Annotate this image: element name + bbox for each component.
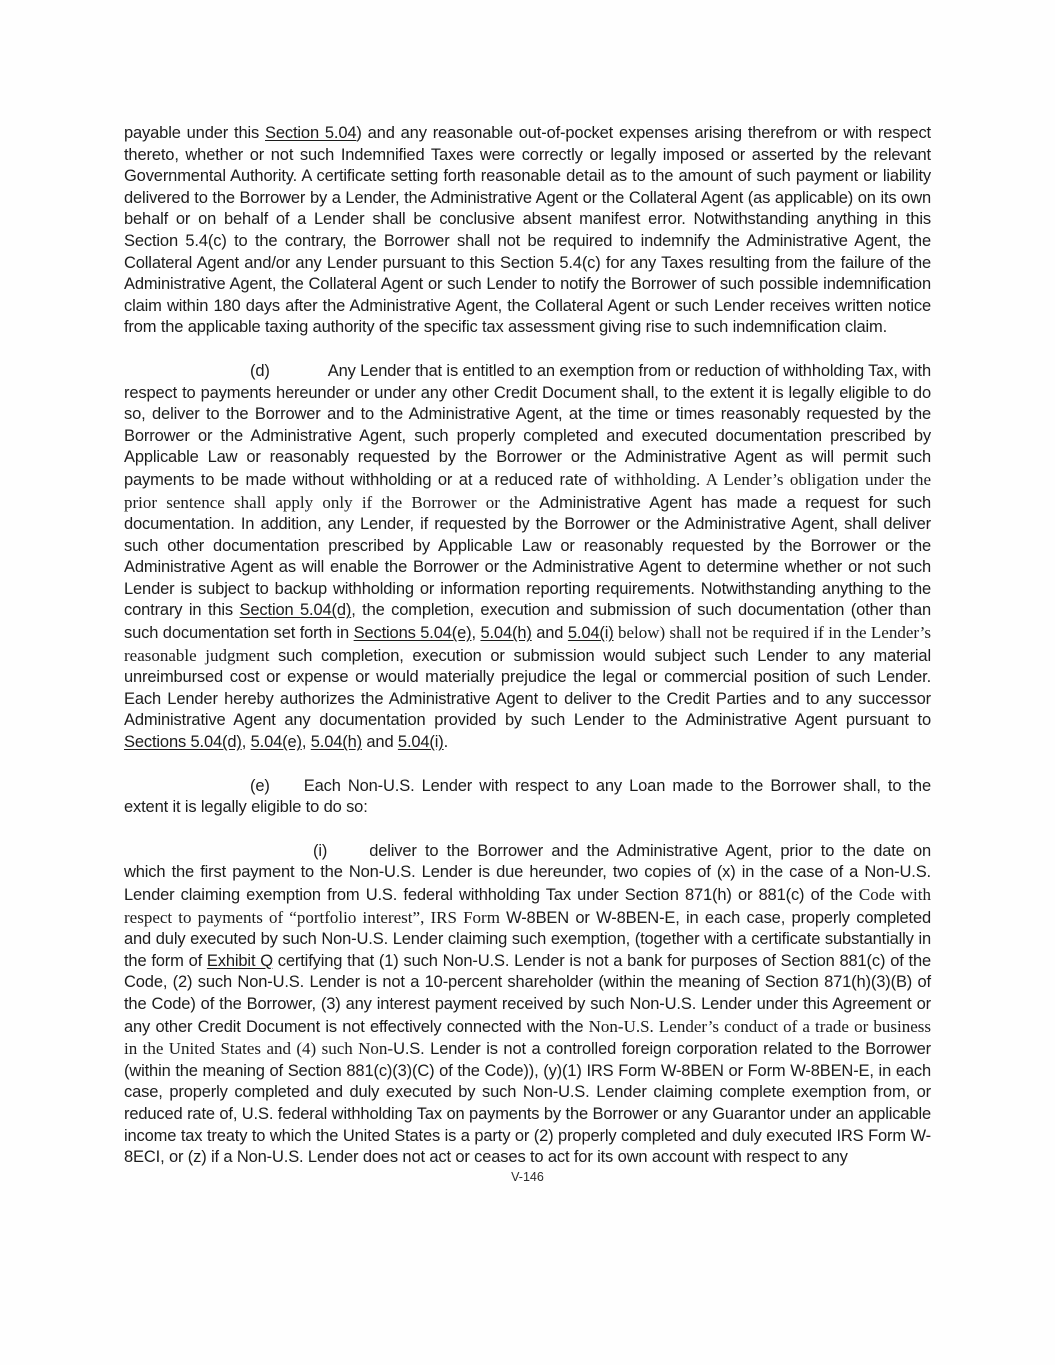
para-d bbox=[124, 361, 931, 754]
ref-section-5-04: Section 5.04 bbox=[265, 124, 357, 142]
text-run: Code with respect to payments of “portfolio interest”, IRS Form bbox=[124, 885, 931, 927]
text-run: Any Lender that is entitled to an exemption from or reduction of withholding Tax, with respect to payments hereunder or under any other Credit Document shall, to the extent it is legally eligible to do so, deliver to the Borrower and to the Administrative Agent, at the time or times reasonably requested by the Borrower or the Administrative Agent, such properly completed and executed documentation prescribed by Applicable Law or reasonably requested by the Borrower or the Administrative Agent as will permit such payments to be made without withholding or at a reduced rate of bbox=[124, 361, 931, 489]
ref-section-5-04-e-2: 5.04(e) bbox=[250, 733, 302, 752]
tab-spacer bbox=[270, 375, 328, 376]
text-run: , the completion, execution and submission of such documentation (other than such documentation set forth in bbox=[124, 601, 932, 643]
text-run: and bbox=[361, 733, 398, 752]
text-run: deliver to the Borrower and the Administrative Agent, prior to the date on which the first payment to the Non-U.S. Lender is due hereunder, two copies of (x) in the case of a Non-U.S. Lender claiming exemption from U.S. federal withholding Tax under Section 871(h) or 881(c) of the bbox=[124, 841, 931, 904]
text-run: W-8BEN or W-8BEN-E, in each case, properly completed and duly executed by such Non-U.S. Lender claiming such exemption, (together with a certificate substantially in the form of bbox=[124, 908, 931, 970]
para-section-5-04-c-continuation bbox=[124, 123, 931, 339]
text-run: , bbox=[471, 624, 481, 643]
text-run: Each Non-U.S. Lender with respect to any Loan made to the Borrower shall, to the extent it is legally eligible to do so: bbox=[124, 776, 931, 817]
ref-exhibit-q: Exhibit Q bbox=[206, 951, 273, 970]
text-run: payable under this bbox=[124, 124, 265, 142]
clause-label-i: (i) bbox=[313, 841, 328, 860]
ref-section-5-04-i-2: 5.04(i) bbox=[397, 733, 444, 752]
para-e bbox=[124, 776, 931, 819]
ref-sections-5-04-d: Sections 5.04(d) bbox=[124, 733, 242, 752]
clause-label-e: (e) bbox=[250, 776, 270, 795]
text-run: and bbox=[531, 624, 568, 643]
tab-spacer bbox=[327, 855, 369, 856]
tab-spacer bbox=[270, 790, 304, 791]
document-body bbox=[124, 123, 931, 1169]
text-run: below) shall not be required if in the Lender’s reasonable judgment bbox=[124, 623, 932, 665]
para-e-i bbox=[124, 841, 931, 1169]
text-run: . bbox=[443, 733, 449, 752]
text-run: U.S. Lender is not a controlled foreign corporation related to the Borrower (within the meaning of Section 881(c)(3)(C) of the Code)), (y)(1) IRS Form W-8BEN or Form W-8BEN-E, in each case, properly completed and duly executed by such Non-U.S. Lender claiming complete exemption from, or reduced rate of, U.S. federal withholding Tax on payments by the Borrower or any Guarantor under an applicable income tax treaty to which the United States is a party or (2) properly completed and duly executed IRS Form W-8ECI, or (z) if a Non-U.S. Lender does not act or ceases to act for its own account with respect to any bbox=[124, 1040, 931, 1167]
text-run: , bbox=[241, 733, 251, 752]
text-run: Administrative Agent has made a request for such documentation. In addition, any Lender, if requested by the Borrower or the Administrative Agent, shall deliver such other documentation prescribed by Applicable Law or reasonably requested by the Borrower or the Administrative Agent as will enable the Borrower or the Administrative Agent to determine whether or not such Lender is subject to backup withholding or information reporting requirements. Notwithstanding anything to the contrary in this bbox=[124, 493, 931, 620]
ref-sections-5-04-e: Sections 5.04(e) bbox=[353, 624, 472, 643]
ref-section-5-04-i: 5.04(i) bbox=[567, 624, 614, 643]
page-number: V-146 bbox=[511, 1169, 544, 1184]
text-run: Non-U.S. Lender’s conduct of a trade or business in the United States and (4) such Non- bbox=[124, 1016, 931, 1059]
clause-label-d: (d) bbox=[250, 361, 270, 380]
ref-section-5-04-h-2: 5.04(h) bbox=[310, 733, 362, 752]
text-run: withholding. A Lender’s obligation under the prior sentence shall apply only if the Borrower or the bbox=[124, 469, 931, 512]
ref-section-5-04-d: Section 5.04(d) bbox=[239, 601, 352, 620]
ref-section-5-04-h: 5.04(h) bbox=[480, 624, 532, 643]
text-run: , bbox=[301, 733, 311, 752]
text-run: such completion, execution or submission would subject such Lender to any material unreimbursed cost or expense or would materially prejudice the legal or commercial position of such Lender. Each Lender hereby authorizes the Administrative Agent to deliver to the Credit Parties and to any successor Administrative Agent any documentation provided by such Lender to the Administrative Agent pursuant to bbox=[124, 646, 931, 730]
text-run: certifying that (1) such Non-U.S. Lender is not a bank for purposes of Section 881(c) of the Code, (2) such Non-U.S. Lender is not a 10-percent shareholder (within the meaning of Section 871(h)(3)(B) of the Code) of the Borrower, (3) any interest payment received by such Non-U.S. Lender under this Agreement or any other Credit Document is not effectively connected with the bbox=[124, 951, 931, 1036]
text-run: ) and any reasonable out-of-pocket expenses arising therefrom or with respect thereto, whether or not such Indemnified Taxes were correctly or legally imposed or asserted by the relevant Governmental Authority. A certificate setting forth reasonable detail as to the amount of such payment or liability delivered to the Borrower by a Lender, the Administrative Agent or the Collateral Agent (as applicable) on its own behalf or on behalf of a Lender shall be conclusive absent manifest error. Notwithstanding anything in this Section 5.4(c) to the contrary, the Borrower shall not be required to indemnify the Administrative Agent, the Collateral Agent and/or any Lender pursuant to this Section 5.4(c) for any Taxes resulting from the failure of the Administrative Agent, the Collateral Agent or such Lender to notify the Borrower of such possible indemnification claim within 180 days after the Administrative Agent, the Collateral Agent or such Lender receives written notice from the applicable taxing authority of the specific tax assessment giving rise to such indemnification claim. bbox=[124, 124, 931, 337]
